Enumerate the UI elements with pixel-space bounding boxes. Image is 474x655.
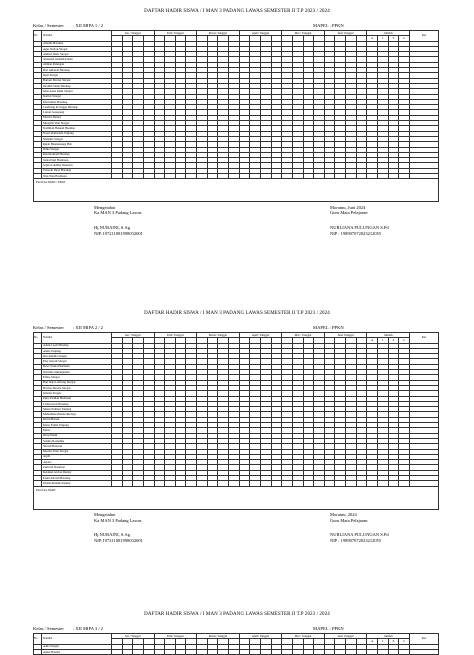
student-name: Adha Siregar (42, 644, 112, 649)
student-name: Sarmia Rosdalina (42, 438, 112, 443)
header-month: April/ Tanggal (239, 634, 282, 639)
student-name: Nopia Ramadani Tanjung (42, 131, 112, 136)
student-name: Adam Lasdi Harahap (42, 343, 112, 348)
student-name: Agus Nellok Siregar (42, 46, 112, 51)
attendance-cell (239, 649, 250, 654)
attendance-cell (175, 649, 186, 654)
sig-role: Ka MAN 3 Padang Lawas (94, 210, 142, 216)
header-month: Mei / Tanggal (282, 634, 325, 639)
sig-name: NURLIANA PULUNGAN S.Pd (330, 224, 389, 230)
header-month: Mei / Tanggal (282, 333, 325, 338)
student-name: Eftina Siregar (42, 375, 112, 380)
header-month: Juni/ Tanggal (324, 634, 367, 639)
sig-role: Guru Mata Pelajaran (330, 517, 368, 523)
class-label: Kelas / Semester (33, 626, 64, 631)
total-code: C (399, 36, 410, 41)
student-name: Landbang R Lingga Harahap (42, 105, 112, 110)
sig-nip: NIP:197211081998032001 (94, 230, 143, 236)
student-name: Arpili (42, 454, 112, 459)
left-signature (94, 205, 143, 236)
sig-place: Morantu, Juni 2024 (330, 204, 366, 210)
right-signature (330, 512, 389, 543)
student-name: Indra Padilah Hasibuan (42, 396, 112, 401)
sig-space (94, 216, 143, 225)
total-code: A (367, 36, 378, 41)
attendance-cell (250, 649, 261, 654)
header-month: Maret/ Tanggal (197, 31, 240, 36)
student-name: Dea mahilia Siregar (42, 354, 112, 359)
attendance-cell (122, 649, 133, 654)
header-name: NAMA (42, 333, 112, 344)
attendance-cell (133, 649, 144, 654)
sig-name: Hj.NURAINI, S.Ag (94, 224, 130, 230)
sig-nip: NIP : 198907072023212055 (330, 230, 382, 236)
student-name: Dewi Jasuta Hasibuan (42, 364, 112, 369)
student-name: Wendi Amanda Denisy (42, 481, 112, 486)
class-semester (33, 23, 103, 28)
sig-name: NURLIANA PULUNGAN S.Pd (330, 532, 389, 538)
student-name: Masni Nahmat Tanjung (42, 407, 112, 412)
sig-space (94, 523, 143, 532)
header-month: Febr/ Tanggal (154, 333, 197, 338)
right-signature (330, 205, 389, 236)
student-name: Rizqi Ilham (42, 433, 112, 438)
attendance-table (33, 633, 439, 655)
header-month: Juni/ Tanggal (324, 31, 367, 36)
student-name: Dwi Amanda Harahap (42, 68, 112, 73)
paraf-cell (34, 486, 439, 509)
student-name: Khoirunisa Harahap (42, 99, 112, 104)
student-name: Dermika Simanjuntun (42, 370, 112, 375)
student-name: Rifka Siregar (42, 147, 112, 152)
student-name: Kartini Siregar (42, 94, 112, 99)
student-name: Sholah Halavah (42, 444, 112, 449)
student-name: Ismaila Siregar (42, 391, 112, 396)
attendance-cell (292, 649, 303, 654)
header-month: April/ Tanggal (239, 333, 282, 338)
attendance-cell (314, 649, 325, 654)
attendance-cell (154, 649, 165, 654)
student-name: Annia Tanjung (42, 348, 112, 353)
student-name: Horana Dewita Siregar (42, 385, 112, 390)
student-row (34, 649, 439, 654)
total-code: S (388, 639, 399, 644)
sig-place: Mengetahui (94, 512, 116, 518)
left-signature (94, 512, 143, 543)
subject-label: MAPEL : PPKN (313, 325, 344, 330)
sig-role: Ka MAN 3 Padang Lawas (94, 517, 142, 523)
subject-label: MAPEL : PPKN (313, 626, 344, 631)
header-month: Mei / Tanggal (282, 31, 325, 36)
sig-nip: NIP:197211081998032001 (94, 537, 143, 543)
student-name: Ibrahim Saleh Harahap (42, 83, 112, 88)
student-name: Dedi Siregar (42, 73, 112, 78)
student-name: Ahmad Nazir Siregar (42, 52, 112, 57)
sig-name: Hj.NURAINI, S.Ag (94, 532, 130, 538)
student-name: Santa Putri Hasibuan (42, 158, 112, 163)
student-name: Alhadis Harahap (42, 41, 112, 46)
header-name: NAMA (42, 634, 112, 645)
class-label: Kelas / Semester (33, 23, 64, 28)
notes-cell (410, 649, 439, 654)
student-name: Ratna Fadila Tanjung (42, 423, 112, 428)
attendance-table (33, 30, 439, 202)
paraf-label: Paraf Ka MAN (36, 487, 56, 492)
student-name: Ainseslal Abdilah Pohan (42, 57, 112, 62)
student-name: Zuriwati Nasution (42, 465, 112, 470)
sig-place: Mengetahui (94, 204, 116, 210)
total-code: A (367, 639, 378, 644)
student-name: Mengido Wan Siregar (42, 121, 112, 126)
attendance-cell (388, 649, 399, 654)
sig-space (330, 523, 389, 532)
paraf-cell (34, 179, 439, 202)
student-name: Marvin Denisy (42, 115, 112, 120)
header-month: Febr/ Tanggal (154, 31, 197, 36)
attendance-cell (282, 649, 293, 654)
student-name: Putrid Harian (42, 417, 112, 422)
student-name: Nadhifah Husnah Harahap (42, 126, 112, 131)
total-code: S (388, 36, 399, 41)
class-value: : XII MIPA 1 / 2 (73, 23, 104, 28)
total-code: I (378, 36, 389, 41)
header-month: Maret/ Tanggal (197, 634, 240, 639)
signature-row (34, 486, 439, 509)
paraf-label: Paraf Ka MAN / PKM (36, 180, 65, 185)
student-name: Hari Raja Lubbang Siregar (42, 380, 112, 385)
subject-label: MAPEL : PPKN (313, 23, 344, 28)
sheet-title: DAFTAR HADIR SISWA / I MAN 3 PADANG LAWAS SEMESTER II T.P 2023 / 2024 (144, 9, 330, 14)
total-code: A (367, 338, 378, 343)
student-name: Eisy Aisyah Siregar (42, 359, 112, 364)
student-name: Kelahud Arvian Denisy (42, 470, 112, 475)
total-code: I (378, 338, 389, 343)
header-name: NAMA (42, 31, 112, 42)
header-month: April/ Tanggal (239, 31, 282, 36)
attendance-cell (271, 649, 282, 654)
header-month: Jan / Tanggal (112, 634, 155, 639)
student-name: Hariani Mariza Siregar (42, 78, 112, 83)
student-name: Tsanoah Dewi Harahap (42, 168, 112, 173)
student-name: Rajab Hasmananga Hsb (42, 142, 112, 147)
class-value: : XII MIPA 2 / 2 (73, 325, 104, 330)
attendance-cell (143, 649, 154, 654)
student-name: Aliman Pulungan (42, 62, 112, 67)
attendance-cell (229, 649, 240, 654)
attendance-cell (324, 649, 335, 654)
total-code: C (399, 338, 410, 343)
row-number (34, 649, 42, 654)
student-name: Annie Bassiru (42, 649, 112, 654)
attendance-cell (399, 649, 410, 654)
attendance-cell (367, 649, 378, 654)
sig-role: Guru Mata Pelajaran (330, 210, 368, 216)
class-value: : XII MIPA 3 / 2 (73, 626, 104, 631)
attendance-cell (112, 649, 123, 654)
header-month: Febr/ Tanggal (154, 634, 197, 639)
attendance-cell (197, 649, 208, 654)
header-total: Jumlah (367, 31, 410, 36)
attendance-cell (356, 649, 367, 654)
class-semester (33, 626, 103, 631)
sheet-title: DAFTAR HADIR SISWA / I MAN 3 PADANG LAWAS SEMESTER II T.P 2023 / 2024 (144, 311, 330, 316)
total-code: S (388, 338, 399, 343)
header-notes: Ket (410, 333, 439, 344)
class-label: Kelas / Semester (33, 325, 64, 330)
attendance-cell (378, 649, 389, 654)
attendance-cell (260, 649, 271, 654)
header-notes: Ket (410, 634, 439, 645)
student-name: Rani Ramadi Harahap (42, 152, 112, 157)
header-total: Jumlah (367, 333, 410, 338)
header-month: Maret/ Tanggal (197, 333, 240, 338)
header-notes: Ket (410, 31, 439, 42)
student-name: Nurhalia Siregar (42, 136, 112, 141)
sheet-title: DAFTAR HADIR SISWA / I MAN 3 PADANG LAWAS SEMESTER II T.P 2023 / 2024 (144, 612, 330, 617)
student-name: Aspera (42, 460, 112, 465)
sig-space (330, 216, 389, 225)
student-name: Listiarowati Harahap (42, 401, 112, 406)
header-no: No (34, 333, 42, 344)
signature-row (34, 179, 439, 202)
header-no: No (34, 634, 42, 645)
student-name: Wan Wan Hasibuan (42, 174, 112, 179)
header-month: Juni/ Tanggal (324, 333, 367, 338)
attendance-table (33, 332, 439, 510)
header-month: Jan / Tanggal (112, 31, 155, 36)
attendance-cell (218, 649, 229, 654)
attendance-cell (346, 649, 357, 654)
total-code: C (399, 639, 410, 644)
attendance-cell (335, 649, 346, 654)
attendance-cell (186, 649, 197, 654)
attendance-cell (303, 649, 314, 654)
student-name: Irfan Aqila Rizki Siregar (42, 89, 112, 94)
header-month: Jan / Tanggal (112, 333, 155, 338)
class-semester (33, 325, 103, 330)
attendance-cell (165, 649, 176, 654)
header-total: Jumlah (367, 634, 410, 639)
student-name: Khoziri Yasir Siregar (42, 449, 112, 454)
total-code: I (378, 639, 389, 644)
attendance-cell (207, 649, 218, 654)
header-no: No (34, 31, 42, 42)
sig-place: Morantu, 2024 (330, 512, 357, 518)
student-name: Mario (42, 428, 112, 433)
sig-nip: NIP : 198907072023212055 (330, 537, 382, 543)
student-name: Lestari Gusepung (42, 110, 112, 115)
student-name: Muhammad Ilhana Ritonga (42, 412, 112, 417)
student-name: Ezehi Alicnid Harahap (42, 476, 112, 481)
student-name: Septia Lakinha Nasution (42, 163, 112, 168)
